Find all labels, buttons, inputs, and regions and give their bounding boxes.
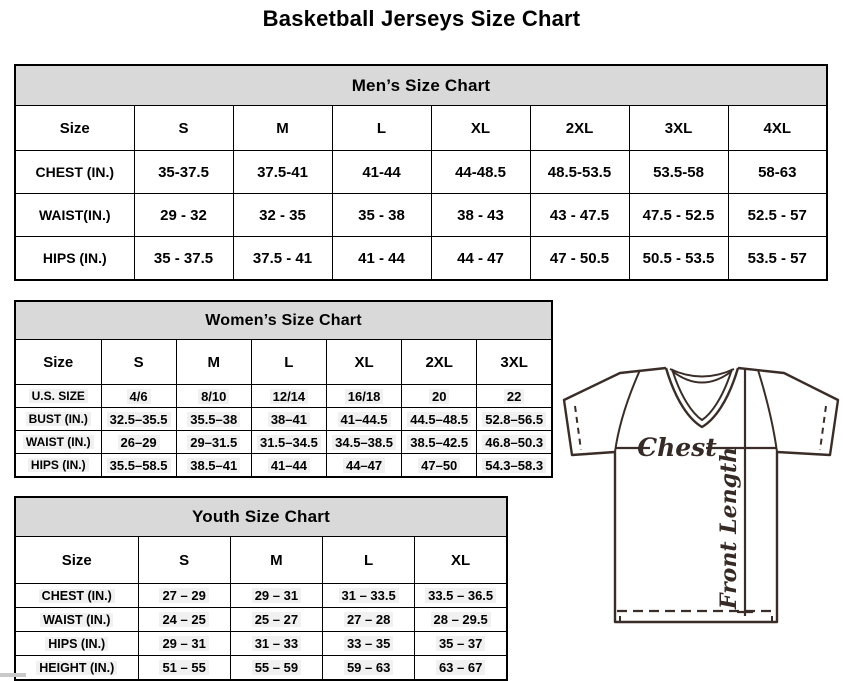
table-cell: 26–29 bbox=[101, 431, 176, 454]
table-cell: 12/14 bbox=[251, 385, 326, 408]
youth-col-header-s: S bbox=[138, 537, 230, 584]
table-cell: 43 - 47.5 bbox=[530, 194, 629, 237]
table-cell: 24 – 25 bbox=[138, 608, 230, 632]
women-bust-row bbox=[15, 408, 552, 431]
table-title-row bbox=[15, 301, 552, 340]
table-cell: 41 - 44 bbox=[332, 237, 431, 281]
table-cell: 46.8–50.3 bbox=[477, 431, 552, 454]
table-cell: 34.5–38.5 bbox=[326, 431, 401, 454]
left-cuff-stitch-dashes bbox=[575, 406, 581, 450]
row-label: U.S. SIZE bbox=[15, 385, 101, 408]
men-chest-row bbox=[15, 151, 827, 194]
table-cell: 29–31.5 bbox=[176, 431, 251, 454]
table-cell: 53.5-58 bbox=[629, 151, 728, 194]
youth-waist-row bbox=[15, 608, 507, 632]
table-cell: 29 – 31 bbox=[138, 632, 230, 656]
table-cell: 31.5–34.5 bbox=[251, 431, 326, 454]
row-label: HIPS (IN.) bbox=[15, 454, 101, 478]
table-header-row bbox=[15, 106, 827, 151]
page-title: Basketball Jerseys Size Chart bbox=[262, 6, 581, 31]
row-label: HEIGHT (IN.) bbox=[15, 656, 138, 681]
table-title-row bbox=[15, 497, 507, 537]
women-col-header-3xl: 3XL bbox=[477, 340, 552, 385]
youth-chest-row bbox=[15, 584, 507, 608]
table-cell: 32.5–35.5 bbox=[101, 408, 176, 431]
table-cell: 29 – 31 bbox=[230, 584, 322, 608]
table-cell: 58-63 bbox=[728, 151, 827, 194]
chest-label: Chest bbox=[637, 433, 717, 462]
table-cell: 16/18 bbox=[326, 385, 401, 408]
women-waist-row bbox=[15, 431, 552, 454]
table-cell: 52.8–56.5 bbox=[477, 408, 552, 431]
jersey-outline bbox=[564, 368, 838, 622]
table-cell: 47–50 bbox=[402, 454, 477, 478]
youth-col-header-xl: XL bbox=[415, 537, 507, 584]
table-cell: 35-37.5 bbox=[134, 151, 233, 194]
men-col-header-s: S bbox=[134, 106, 233, 151]
womens-table-title: Women’s Size Chart bbox=[15, 301, 552, 340]
table-cell: 63 – 67 bbox=[415, 656, 507, 681]
table-cell: 52.5 - 57 bbox=[728, 194, 827, 237]
table-cell: 41–44.5 bbox=[326, 408, 401, 431]
men-hips-row bbox=[15, 237, 827, 281]
table-header-row bbox=[15, 340, 552, 385]
men-waist-row bbox=[15, 194, 827, 237]
youth-col-header-m: M bbox=[230, 537, 322, 584]
women-hips-row bbox=[15, 454, 552, 478]
table-cell: 44–47 bbox=[326, 454, 401, 478]
table-cell: 38.5–42.5 bbox=[402, 431, 477, 454]
youth-col-header-l: L bbox=[323, 537, 415, 584]
table-cell: 41-44 bbox=[332, 151, 431, 194]
front-length-label: Front Length bbox=[716, 446, 742, 610]
table-cell: 33 – 35 bbox=[323, 632, 415, 656]
table-cell: 48.5-53.5 bbox=[530, 151, 629, 194]
row-label: WAIST (IN.) bbox=[15, 608, 138, 632]
table-cell: 33.5 – 36.5 bbox=[415, 584, 507, 608]
men-col-header-4xl: 4XL bbox=[728, 106, 827, 151]
women-col-header-m: M bbox=[176, 340, 251, 385]
men-col-header-m: M bbox=[233, 106, 332, 151]
table-cell: 35.5–38 bbox=[176, 408, 251, 431]
table-cell: 38–41 bbox=[251, 408, 326, 431]
table-cell: 25 – 27 bbox=[230, 608, 322, 632]
men-col-header-2xl: 2XL bbox=[530, 106, 629, 151]
table-cell: 37.5 - 41 bbox=[233, 237, 332, 281]
youth-table-title: Youth Size Chart bbox=[15, 497, 507, 537]
table-cell: 35 - 38 bbox=[332, 194, 431, 237]
mens-size-table bbox=[14, 64, 828, 281]
bottom-left-gray-bar bbox=[0, 673, 26, 677]
row-label: CHEST (IN.) bbox=[15, 151, 134, 194]
men-col-header-3xl: 3XL bbox=[629, 106, 728, 151]
table-cell: 54.3–58.3 bbox=[477, 454, 552, 478]
table-cell: 4/6 bbox=[101, 385, 176, 408]
table-cell: 44 - 47 bbox=[431, 237, 530, 281]
table-cell: 20 bbox=[402, 385, 477, 408]
row-label: HIPS (IN.) bbox=[15, 237, 134, 281]
row-label: WAIST(IN.) bbox=[15, 194, 134, 237]
table-cell: 31 – 33 bbox=[230, 632, 322, 656]
jersey-measurement-diagram bbox=[558, 360, 843, 630]
table-cell: 37.5-41 bbox=[233, 151, 332, 194]
youth-height-row bbox=[15, 656, 507, 681]
women-col-header-size: Size bbox=[15, 340, 101, 385]
table-cell: 32 - 35 bbox=[233, 194, 332, 237]
table-cell: 50.5 - 53.5 bbox=[629, 237, 728, 281]
table-cell: 35.5–58.5 bbox=[101, 454, 176, 478]
row-label: BUST (IN.) bbox=[15, 408, 101, 431]
table-cell: 51 – 55 bbox=[138, 656, 230, 681]
table-cell: 29 - 32 bbox=[134, 194, 233, 237]
women-col-header-xl: XL bbox=[326, 340, 401, 385]
table-cell: 47.5 - 52.5 bbox=[629, 194, 728, 237]
row-label: HIPS (IN.) bbox=[15, 632, 138, 656]
women-col-header-l: L bbox=[251, 340, 326, 385]
women-col-header-s: S bbox=[101, 340, 176, 385]
table-header-row bbox=[15, 537, 507, 584]
row-label: WAIST (IN.) bbox=[15, 431, 101, 454]
table-cell: 38.5–41 bbox=[176, 454, 251, 478]
table-cell: 47 - 50.5 bbox=[530, 237, 629, 281]
table-cell: 22 bbox=[477, 385, 552, 408]
table-cell: 31 – 33.5 bbox=[323, 584, 415, 608]
men-col-header-size: Size bbox=[15, 106, 134, 151]
mens-table-title: Men’s Size Chart bbox=[15, 65, 827, 106]
women-col-header-2xl: 2XL bbox=[402, 340, 477, 385]
table-cell: 41–44 bbox=[251, 454, 326, 478]
table-cell: 35 - 37.5 bbox=[134, 237, 233, 281]
right-cuff-stitch-dashes bbox=[820, 406, 826, 450]
table-cell: 38 - 43 bbox=[431, 194, 530, 237]
men-col-header-l: L bbox=[332, 106, 431, 151]
youth-hips-row bbox=[15, 632, 507, 656]
table-cell: 8/10 bbox=[176, 385, 251, 408]
youth-col-header-size: Size bbox=[15, 537, 138, 584]
row-label: CHEST (IN.) bbox=[15, 584, 138, 608]
womens-size-table bbox=[14, 300, 553, 478]
table-cell: 27 – 28 bbox=[323, 608, 415, 632]
table-title-row bbox=[15, 65, 827, 106]
women-ussize-row bbox=[15, 385, 552, 408]
table-cell: 44-48.5 bbox=[431, 151, 530, 194]
youth-size-table bbox=[14, 496, 508, 681]
table-cell: 53.5 - 57 bbox=[728, 237, 827, 281]
table-cell: 55 – 59 bbox=[230, 656, 322, 681]
table-cell: 28 – 29.5 bbox=[415, 608, 507, 632]
men-col-header-xl: XL bbox=[431, 106, 530, 151]
table-cell: 27 – 29 bbox=[138, 584, 230, 608]
table-cell: 59 – 63 bbox=[323, 656, 415, 681]
table-cell: 35 – 37 bbox=[415, 632, 507, 656]
table-cell: 44.5–48.5 bbox=[402, 408, 477, 431]
